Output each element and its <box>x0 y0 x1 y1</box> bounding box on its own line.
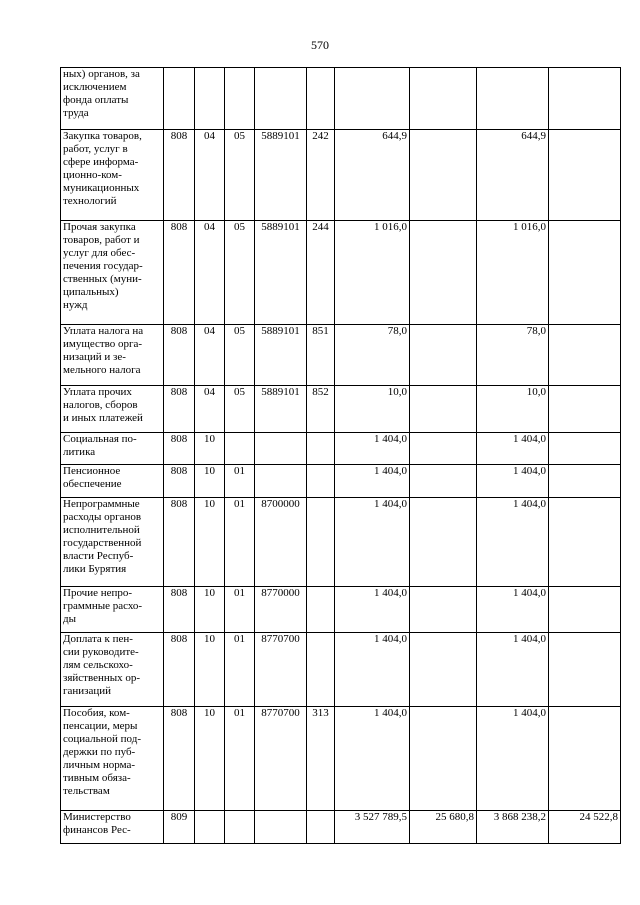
cell-amount-1: 10,0 <box>335 386 410 433</box>
cell-name-line: ственных (муни- <box>63 273 142 285</box>
cell-expense-type <box>307 465 335 498</box>
cell-name-line: расходы органов <box>63 511 142 523</box>
cell-amount-4 <box>549 325 621 386</box>
cell-name-line: труда <box>63 107 89 119</box>
cell-name-line: сии руководите- <box>63 646 139 658</box>
cell-subsection: 01 <box>225 498 255 587</box>
table-row <box>61 707 621 811</box>
cell-amount-3: 3 868 238,2 <box>477 811 549 844</box>
cell-amount-3: 1 404,0 <box>477 433 549 465</box>
cell-name-line: фонда оплаты <box>63 94 129 106</box>
cell-expense-type: 851 <box>307 325 335 386</box>
page-number: 570 <box>311 38 329 52</box>
cell-name-line: Закупка товаров, <box>63 130 142 142</box>
cell-name <box>61 221 164 325</box>
cell-section: 10 <box>195 633 225 707</box>
cell-amount-3: 10,0 <box>477 386 549 433</box>
cell-name-line: личным норма- <box>63 759 136 771</box>
cell-grbs: 809 <box>164 811 195 844</box>
table-row <box>61 587 621 633</box>
cell-amount-1: 1 404,0 <box>335 433 410 465</box>
cell-expense-type <box>307 633 335 707</box>
cell-section: 04 <box>195 221 225 325</box>
cell-grbs: 808 <box>164 386 195 433</box>
cell-subsection: 05 <box>225 325 255 386</box>
cell-amount-4 <box>549 498 621 587</box>
cell-amount-4 <box>549 433 621 465</box>
cell-name-line: Прочие непро- <box>63 587 133 599</box>
cell-expense-type <box>307 68 335 130</box>
cell-amount-2 <box>410 386 477 433</box>
cell-amount-4 <box>549 130 621 221</box>
cell-subsection: 01 <box>225 587 255 633</box>
cell-amount-2 <box>410 433 477 465</box>
cell-target-article: 8770000 <box>255 587 307 633</box>
cell-amount-3: 1 404,0 <box>477 587 549 633</box>
cell-name-line: Социальная по- <box>63 433 137 445</box>
cell-amount-1: 1 404,0 <box>335 498 410 587</box>
cell-name-line: ципальных) <box>63 286 119 298</box>
cell-name <box>61 130 164 221</box>
cell-target-article: 5889101 <box>255 221 307 325</box>
cell-section: 10 <box>195 587 225 633</box>
cell-name <box>61 68 164 130</box>
cell-name-line: Непрограммные <box>63 498 140 510</box>
table-row <box>61 433 621 465</box>
cell-name-line: тельствам <box>63 785 110 797</box>
cell-grbs: 808 <box>164 465 195 498</box>
cell-amount-3: 1 404,0 <box>477 707 549 811</box>
cell-name-line: ных) органов, за <box>63 68 140 80</box>
cell-name-line: литика <box>63 446 96 458</box>
cell-name-line: ганизаций <box>63 685 112 697</box>
cell-target-article: 5889101 <box>255 130 307 221</box>
cell-amount-1: 1 404,0 <box>335 465 410 498</box>
table-row <box>61 130 621 221</box>
cell-amount-4: 24 522,8 <box>549 811 621 844</box>
cell-name-line: товаров, работ и <box>63 234 140 246</box>
cell-amount-2 <box>410 498 477 587</box>
cell-expense-type: 852 <box>307 386 335 433</box>
cell-section: 04 <box>195 130 225 221</box>
cell-name-line: Прочая закупка <box>63 221 136 233</box>
cell-expense-type <box>307 587 335 633</box>
cell-expense-type <box>307 433 335 465</box>
cell-name <box>61 386 164 433</box>
cell-amount-4 <box>549 465 621 498</box>
cell-name-line: Министерство <box>63 811 131 823</box>
cell-target-article <box>255 68 307 130</box>
cell-amount-2 <box>410 587 477 633</box>
cell-section: 04 <box>195 386 225 433</box>
cell-name <box>61 498 164 587</box>
cell-name <box>61 707 164 811</box>
cell-section: 10 <box>195 707 225 811</box>
cell-subsection: 01 <box>225 707 255 811</box>
cell-amount-1: 3 527 789,5 <box>335 811 410 844</box>
cell-amount-2 <box>410 707 477 811</box>
cell-section: 10 <box>195 465 225 498</box>
cell-expense-type: 242 <box>307 130 335 221</box>
cell-grbs: 808 <box>164 707 195 811</box>
cell-name-line: мельного налога <box>63 364 141 376</box>
cell-amount-4 <box>549 633 621 707</box>
cell-amount-4 <box>549 386 621 433</box>
cell-section <box>195 68 225 130</box>
cell-expense-type: 313 <box>307 707 335 811</box>
cell-target-article: 5889101 <box>255 325 307 386</box>
cell-amount-4 <box>549 587 621 633</box>
cell-amount-1: 1 404,0 <box>335 587 410 633</box>
cell-subsection: 05 <box>225 130 255 221</box>
cell-name-line: зяйственных ор- <box>63 672 141 684</box>
cell-name-line: Уплата налога на <box>63 325 144 337</box>
cell-name-line: и иных платежей <box>63 412 143 424</box>
table-row <box>61 221 621 325</box>
cell-name-line: обеспечение <box>63 478 122 490</box>
cell-name-line: граммные расхо- <box>63 600 143 612</box>
cell-amount-1: 1 404,0 <box>335 633 410 707</box>
cell-name-line: налогов, сборов <box>63 399 138 411</box>
cell-name-line: работ, услуг в <box>63 143 128 155</box>
cell-name <box>61 433 164 465</box>
cell-grbs: 808 <box>164 325 195 386</box>
cell-name-line: социальной под- <box>63 733 141 745</box>
cell-amount-1: 644,9 <box>335 130 410 221</box>
cell-amount-4 <box>549 707 621 811</box>
cell-amount-3: 1 404,0 <box>477 633 549 707</box>
cell-name-line: тивным обяза- <box>63 772 131 784</box>
cell-amount-2 <box>410 68 477 130</box>
cell-subsection: 05 <box>225 386 255 433</box>
cell-name-line: исключением <box>63 81 127 93</box>
cell-subsection <box>225 68 255 130</box>
cell-subsection <box>225 433 255 465</box>
table-row <box>61 498 621 587</box>
cell-name-line: печения государ- <box>63 260 143 272</box>
cell-amount-3: 78,0 <box>477 325 549 386</box>
cell-name-line: лям сельскохо- <box>63 659 133 671</box>
cell-name-line: низаций и зе- <box>63 351 126 363</box>
cell-amount-1: 78,0 <box>335 325 410 386</box>
cell-amount-3: 1 016,0 <box>477 221 549 325</box>
cell-name-line: финансов Рес- <box>63 824 131 836</box>
cell-target-article: 8700000 <box>255 498 307 587</box>
cell-grbs: 808 <box>164 221 195 325</box>
cell-name-line: пенсации, меры <box>63 720 138 732</box>
cell-name <box>61 325 164 386</box>
cell-amount-4 <box>549 221 621 325</box>
cell-target-article <box>255 465 307 498</box>
table-row <box>61 633 621 707</box>
cell-name-line: ционно-ком- <box>63 169 122 181</box>
cell-amount-1: 1 404,0 <box>335 707 410 811</box>
cell-target-article: 8770700 <box>255 707 307 811</box>
cell-name-line: держки по пуб- <box>63 746 136 758</box>
cell-name <box>61 465 164 498</box>
cell-section: 10 <box>195 498 225 587</box>
cell-subsection: 01 <box>225 465 255 498</box>
cell-name-line: Пособия, ком- <box>63 707 130 719</box>
cell-target-article: 5889101 <box>255 386 307 433</box>
cell-subsection <box>225 811 255 844</box>
cell-name-line: Уплата прочих <box>63 386 132 398</box>
cell-name-line: нужд <box>63 299 88 311</box>
cell-name-line: Доплата к пен- <box>63 633 133 645</box>
cell-grbs: 808 <box>164 433 195 465</box>
cell-grbs: 808 <box>164 633 195 707</box>
cell-section: 04 <box>195 325 225 386</box>
cell-name <box>61 633 164 707</box>
cell-target-article <box>255 433 307 465</box>
table-row <box>61 811 621 844</box>
cell-name-line: сфере информа- <box>63 156 139 168</box>
cell-amount-3 <box>477 68 549 130</box>
cell-amount-3: 1 404,0 <box>477 498 549 587</box>
cell-target-article: 8770700 <box>255 633 307 707</box>
cell-amount-1 <box>335 68 410 130</box>
cell-target-article <box>255 811 307 844</box>
cell-amount-4 <box>549 68 621 130</box>
table-row <box>61 68 621 130</box>
cell-amount-2 <box>410 633 477 707</box>
budget-table <box>60 67 621 844</box>
cell-name-line: муникационных <box>63 182 140 194</box>
cell-amount-1: 1 016,0 <box>335 221 410 325</box>
cell-name-line: власти Респуб- <box>63 550 134 562</box>
cell-subsection: 05 <box>225 221 255 325</box>
cell-amount-2 <box>410 221 477 325</box>
cell-amount-3: 644,9 <box>477 130 549 221</box>
cell-grbs: 808 <box>164 498 195 587</box>
cell-name-line: исполнительной <box>63 524 140 536</box>
cell-amount-3: 1 404,0 <box>477 465 549 498</box>
cell-grbs <box>164 68 195 130</box>
cell-expense-type <box>307 811 335 844</box>
cell-expense-type: 244 <box>307 221 335 325</box>
table-row <box>61 386 621 433</box>
cell-name-line: Пенсионное <box>63 465 121 477</box>
cell-name-line: государственной <box>63 537 142 549</box>
cell-amount-2: 25 680,8 <box>410 811 477 844</box>
cell-expense-type <box>307 498 335 587</box>
cell-name-line: услуг для обес- <box>63 247 136 259</box>
cell-grbs: 808 <box>164 587 195 633</box>
cell-subsection: 01 <box>225 633 255 707</box>
cell-name <box>61 587 164 633</box>
cell-name <box>61 811 164 844</box>
cell-name-line: технологий <box>63 195 117 207</box>
table-row <box>61 325 621 386</box>
cell-name-line: ды <box>63 613 76 625</box>
cell-section: 10 <box>195 433 225 465</box>
cell-section <box>195 811 225 844</box>
cell-amount-2 <box>410 130 477 221</box>
cell-name-line: лики Бурятия <box>63 563 127 575</box>
cell-name-line: имущество орга- <box>63 338 143 350</box>
table-row <box>61 465 621 498</box>
cell-grbs: 808 <box>164 130 195 221</box>
cell-amount-2 <box>410 465 477 498</box>
cell-amount-2 <box>410 325 477 386</box>
